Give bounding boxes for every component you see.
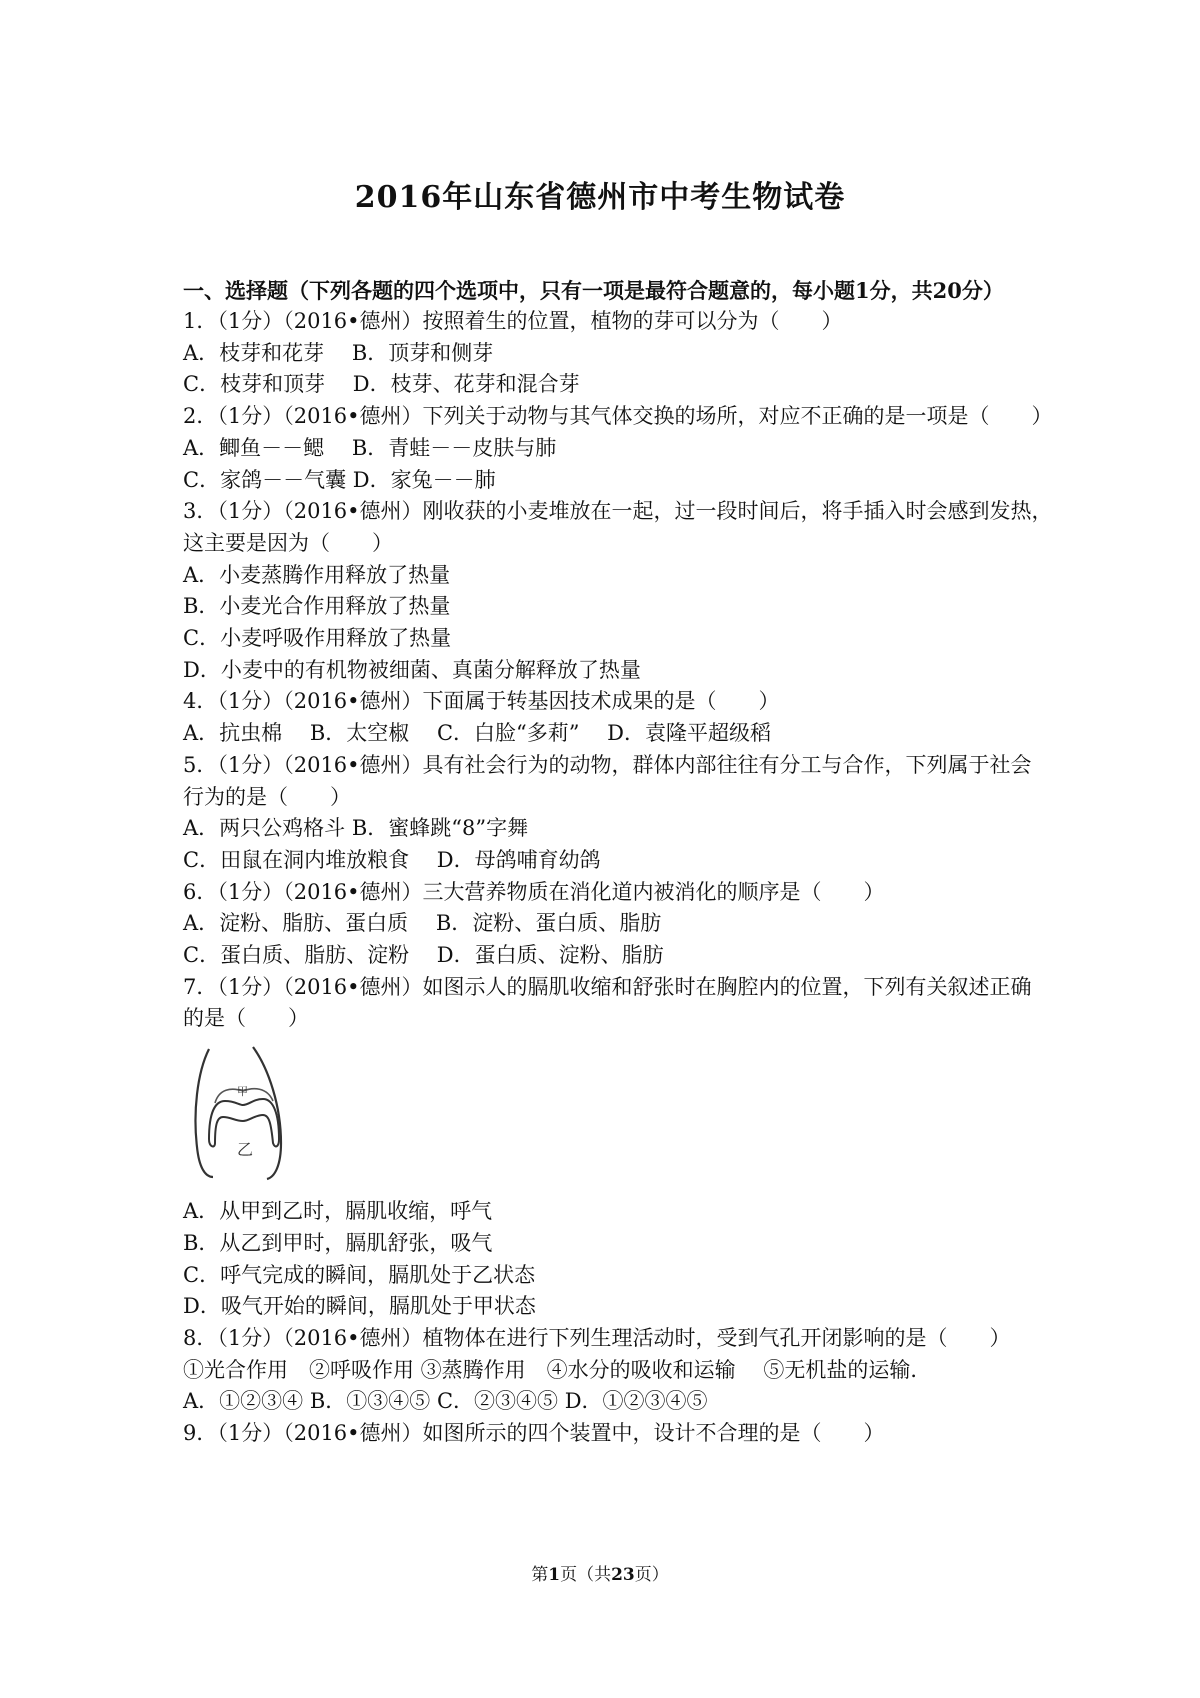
option-line: C．田鼠在洞内堆放粮食 D．母鸽哺育幼鸽	[183, 847, 601, 872]
question-line: 8．（1分）（2016•德州）植物体在进行下列生理活动时，受到气孔开闭影响的是（ ）	[183, 1325, 1011, 1350]
option-line: A．枝芽和花芽 B．顶芽和侧芽	[183, 340, 494, 365]
question-line: 5．（1分）（2016•德州）具有社会行为的动物，群体内部往往有分工与合作，下列属于社会	[183, 752, 1032, 777]
option-line: A．淀粉、脂肪、蛋白质 B．淀粉、蛋白质、脂肪	[183, 911, 662, 936]
question-line: 行为的是（ ）	[183, 784, 351, 809]
question-line: 4．（1分）（2016•德州）下面属于转基因技术成果的是（ ）	[183, 689, 780, 714]
section-heading: 一、选择题（下列各题的四个选项中，只有一项是最符合题意的，每小题1分，共20分）	[183, 278, 1004, 303]
option-line: C．枝芽和顶芽 D．枝芽、花芽和混合芽	[183, 372, 580, 397]
option-line: B．从乙到甲时，膈肌舒张，吸气	[183, 1230, 493, 1255]
total-pages: 23	[611, 1565, 635, 1585]
option-line: B．小麦光合作用释放了热量	[183, 594, 451, 619]
option-line: A．小麦蒸腾作用释放了热量	[183, 562, 451, 587]
option-line: A．两只公鸡格斗 B．蜜蜂跳“8”字舞	[183, 816, 529, 841]
diaphragm-figure	[187, 1043, 297, 1183]
question-line: 1．（1分）（2016•德州）按照着生的位置，植物的芽可以分为（ ）	[183, 309, 843, 333]
footer-middle: 页（共	[560, 1565, 612, 1585]
footer-prefix: 第	[531, 1565, 549, 1585]
question-line: 2．（1分）（2016•德州）下列关于动物与其气体交换的场所，对应不正确的是一项是（ ）	[183, 404, 1053, 429]
question-line: 3．（1分）（2016•德州）刚收获的小麦堆放在一起，过一段时间后，将手插入时会感到发热，	[183, 499, 1053, 524]
label-jia: 甲	[237, 1085, 248, 1099]
option-line: A．从甲到乙时，膈肌收缩，呼气	[183, 1199, 493, 1224]
option-line: D．小麦中的有机物被细菌、真菌分解释放了热量	[183, 657, 641, 682]
option-line: A．抗虫棉 B．太空椒 C．白脸“多莉” D．袁隆平超级稻	[183, 721, 771, 746]
option-line: C．小麦呼吸作用释放了热量	[183, 626, 452, 651]
option-line: C．蛋白质、脂肪、淀粉 D．蛋白质、淀粉、脂肪	[183, 943, 664, 968]
question-line: 的是（ ）	[183, 1006, 309, 1031]
question-body	[183, 275, 1053, 1450]
question-line: 9．（1分）（2016•德州）如图所示的四个装置中，设计不合理的是（ ）	[183, 1421, 885, 1446]
question-line: 7．（1分）（2016•德州）如图示人的膈肌收缩和舒张时在胸腔内的位置，下列有关叙述正确	[183, 974, 1032, 999]
option-line: A．鲫鱼－－鳃 B．青蛙－－皮肤与肺	[183, 435, 557, 460]
option-line: C．呼气完成的瞬间，膈肌处于乙状态	[183, 1262, 536, 1287]
chest-wall-outline	[196, 1049, 214, 1177]
option-line: A．①②③④ B．①③④⑤ C．②③④⑤ D．①②③④⑤	[183, 1389, 708, 1414]
page-number: 1	[548, 1565, 561, 1585]
option-line: C．家鸽－－气囊 D．家兔－－肺	[183, 467, 496, 492]
document-title: 2016年山东省德州市中考生物试卷	[354, 180, 846, 215]
label-yi: 乙	[237, 1140, 254, 1160]
option-line: D．吸气开始的瞬间，膈肌处于甲状态	[183, 1294, 536, 1319]
question-line: 这主要是因为（ ）	[183, 530, 393, 555]
question-line: 6．（1分）（2016•德州）三大营养物质在消化道内被消化的顺序是（ ）	[183, 879, 885, 904]
page-footer	[0, 1560, 1200, 1585]
question-line: ①光合作用 ②呼吸作用 ③蒸腾作用 ④水分的吸收和运输 ⑤无机盐的运输．	[183, 1357, 932, 1382]
footer-suffix: 页）	[634, 1565, 669, 1585]
